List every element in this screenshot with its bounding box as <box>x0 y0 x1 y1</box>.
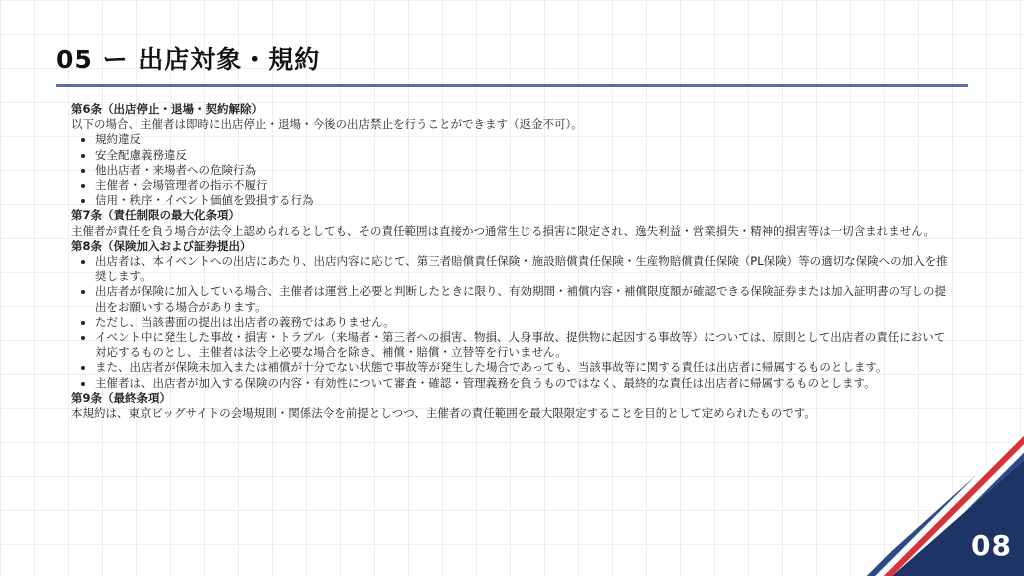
list-item: • 他出店者・来場者への危険行為 <box>95 163 956 178</box>
list-item: • イベント中に発生した事故・損害・トラブル（来場者・第三者への損害、物損、人身事故、提供物に起因する事故等）については、原則として出店者の責任において対応するものとし、主催者は法令上必要な場合を除き、補償・賠償・立替等を行いません。 <box>95 330 956 360</box>
slide-title: 05 ー 出店対象・規約 <box>56 45 321 74</box>
article-8-heading: 第8条（保険加入および証券提出） <box>71 238 252 253</box>
list-item: • 主催者・会場管理者の指示不履行 <box>95 178 956 193</box>
article-7-heading: 第7条（責任制限の最大化条項） <box>71 208 240 223</box>
list-item: • 出店者が保険に加入している場合、主催者は運営上必要と判断したときに限り、有効期間・補償内容・補償限度額が確認できる保険証券または加入証明書の写しの提出をお願いする場合があります。 <box>95 284 956 314</box>
list-item: • ただし、当該書面の提出は出店者の義務ではありません。 <box>95 315 956 330</box>
article-7-text: 主催者が責任を負う場合が法令上認められるとしても、その責任範囲は直接かつ通常生じる損害に限定され、逸失利益・営業損失・精神的損害等は一切含まれません。 <box>71 223 935 238</box>
title-underline <box>56 84 968 87</box>
article-6-heading: 第6条（出店停止・退場・契約解除） <box>71 102 263 116</box>
list-item: • 規約違反 <box>95 132 956 147</box>
list-item: • 安全配慮義務違反 <box>95 148 956 163</box>
list-item: • また、出店者が保険未加入または補償が十分でない状態で事故等が発生した場合であっても、当該事故等に関する責任は出店者に帰属するものとします。 <box>95 360 956 375</box>
article-6-list <box>71 132 956 208</box>
article-9-text: 本規約は、東京ビッグサイトの会場規則・関係法令を前提としつつ、主催者の責任範囲を最大限限定することを目的として定められたものです。 <box>71 406 816 421</box>
terms-content <box>71 102 956 421</box>
article-9-heading: 第9条（最終条項） <box>71 390 172 405</box>
list-item: • 出店者は、本イベントへの出店にあたり、出店内容に応じて、第三者賠償責任保険・施設賠償責任保険・生産物賠償責任保険（PL保険）等の適切な保険への加入を推奨します。 <box>95 254 956 284</box>
article-6-text: 以下の場合、主催者は即時に出店停止・退場・今後の出店禁止を行うことができます（返金不可）。 <box>71 117 583 132</box>
page-number: 08 <box>971 529 1012 562</box>
list-item: • 主催者は、出店者が加入する保険の内容・有効性について審査・確認・管理義務を負うものではなく、最終的な責任は出店者に帰属するものとします。 <box>95 376 956 391</box>
article-8-list <box>71 254 956 391</box>
list-item: • 信用・秩序・イベント価値を毀損する行為 <box>95 193 956 208</box>
